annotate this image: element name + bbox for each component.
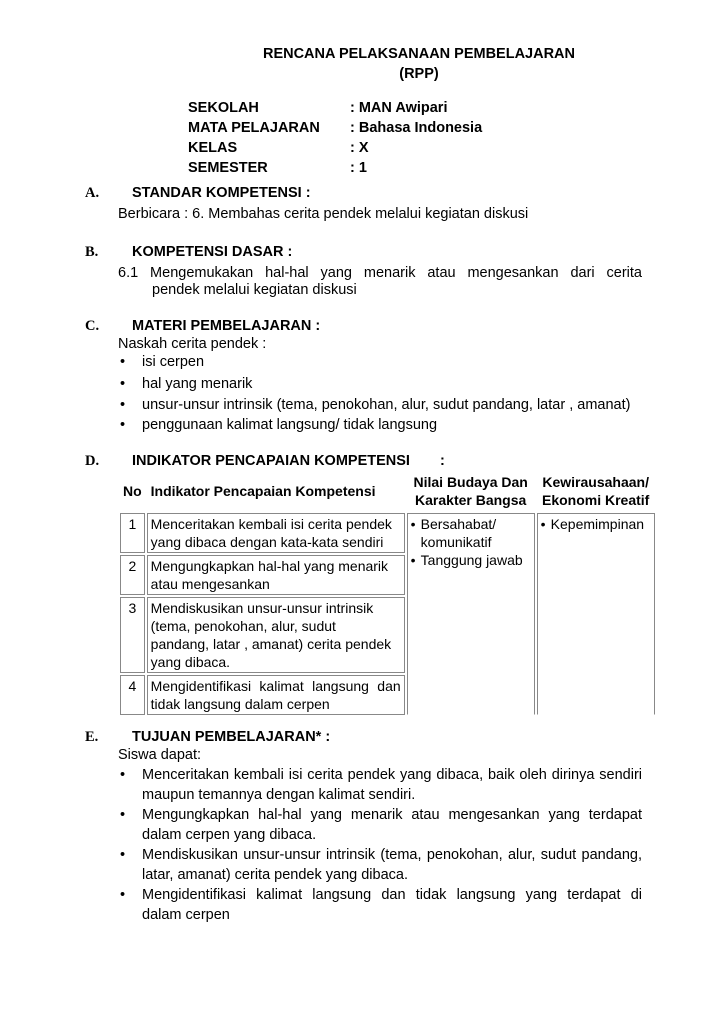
info-value-sekolah: : MAN Awipari [350,100,448,116]
title-line-1: RENCANA PELAKSANAAN PEMBELAJARAN [262,46,576,62]
header-nilai-line-1: Nilai Budaya Dan [413,474,528,490]
header-nilai-line-2: Karakter Bangsa [415,492,527,508]
section-c-heading: MATERI PEMBELAJARAN : [132,318,321,334]
row-3-line-1: Mendiskusikan unsur-unsur intrinsik [150,600,374,616]
info-values [350,98,482,178]
header-nilai [407,471,535,511]
section-e-item-3 [142,845,642,885]
section-b-heading: KOMPETENSI DASAR : [132,244,293,260]
nilai-item-2: • Tanggung jawab [411,551,531,569]
row-3-line-3: pandang, latar , amanat) cerita pendek [150,636,392,652]
section-e-item-4-line-2: dalam cerpen [142,907,230,923]
row-2-line-1: Mengungkapkan hal-hal yang menarik [150,558,389,574]
section-e-item-3-line-1: • Mendiskusikan unsur-unsur intrinsik (tema, penokohan, alur, sudut pandang, [142,847,642,863]
section-c-intro: Naskah cerita pendek : [118,336,267,352]
nilai-cell [407,513,535,715]
header-kew-line-2: Ekonomi Kreatif [541,492,650,508]
header-kew-line-1: Kewirausahaan/ [542,474,649,490]
table-header-row [120,471,655,511]
info-label-semester: SEMESTER [188,160,268,176]
row-1-indikator [147,513,405,553]
section-c-item-2: • hal yang menarik [142,374,252,394]
section-b-line-1: 6.1 Mengemukakan hal-hal yang menarik atau mengesankan dari cerita [118,265,642,281]
row-3-line-2: (tema, penokohan, alur, sudut [150,618,336,634]
section-c-item-4: • penggunaan kalimat langsung/ tidak langsung [142,415,437,435]
section-e-item-2 [142,805,642,845]
info-label-sekolah: SEKOLAH [188,100,259,116]
section-d-colon: : [440,453,445,469]
info-label-kelas: KELAS [188,140,238,156]
section-d-letter: D. [85,453,100,469]
section-c-item-3: • unsur-unsur intrinsik (tema, penokohan, alur, sudut pandang, latar , amanat) [142,395,630,415]
nilai-item-1-line-2: komunikatif [420,534,492,550]
section-e-letter: E. [85,729,99,745]
section-e-intro: Siswa dapat: [118,747,202,763]
section-c-item-1: • isi cerpen [142,352,204,372]
section-e-heading: TUJUAN PEMBELAJARAN* : [132,729,331,745]
kew-item-1: • Kepemimpinan [541,515,651,533]
row-4-indikator [147,675,405,715]
row-3-line-4: yang dibaca. [150,654,231,670]
row-3-indikator [147,597,405,673]
section-e-item-2-line-1: • Mengungkapkan hal-hal yang menarik atau mengesankan yang terdapat [142,807,642,823]
header-indikator: Indikator Pencapaian Kompetensi [147,471,405,511]
header-no: No [120,471,145,511]
section-b-line-2: pendek melalui kegiatan diskusi [152,282,357,298]
kewirausahaan-cell [537,513,655,715]
indicator-table [118,469,657,717]
row-1-line-2: yang dibaca dengan kata-kata sendiri [150,534,384,550]
nilai-item-1-line-1: • Bersahabat/ [420,516,497,532]
nilai-item-1 [411,515,531,551]
row-2-indikator [147,555,405,595]
section-e-item-4-line-1: • Mengidentifikasi kalimat langsung dan tidak langsung yang terdapat di [142,887,642,903]
section-e-item-3-line-2: latar, amanat) cerita pendek yang dibaca. [142,867,408,883]
section-c-letter: C. [85,318,100,334]
row-1-line-1: Menceritakan kembali isi cerita pendek [150,516,392,532]
section-a-heading: STANDAR KOMPETENSI : [132,185,311,201]
section-e-item-1 [142,765,642,805]
info-label-mapel: MATA PELAJARAN [188,120,320,136]
section-e-item-4 [142,885,642,925]
info-value-semester: : 1 [350,160,367,176]
row-4-line-1: Mengidentifikasi kalimat langsung dan [150,678,401,694]
section-d-heading: INDIKATOR PENCAPAIAN KOMPETENSI [132,453,410,469]
section-b-letter: B. [85,244,99,260]
table-row [120,513,655,553]
row-1-no: 1 [120,513,145,553]
section-a-letter: A. [85,185,100,201]
section-e-item-1-line-2: maupun temannya dengan kalimat sendiri. [142,787,416,803]
row-4-line-2: tidak langsung dalam cerpen [150,696,330,712]
info-value-kelas: : X [350,140,369,156]
info-value-mapel: : Bahasa Indonesia [350,120,483,136]
section-a-text: Berbicara : 6. Membahas cerita pendek melalui kegiatan diskusi [118,206,529,222]
info-labels [188,98,320,178]
document-title [0,44,728,84]
header-kewirausahaan [537,471,655,511]
row-2-line-2: atau mengesankan [150,576,270,592]
row-3-no: 3 [120,597,145,673]
title-line-2: (RPP) [399,66,439,82]
section-e-item-1-line-1: • Menceritakan kembali isi cerita pendek yang dibaca, baik oleh dirinya sendiri [142,767,642,783]
section-e-item-2-line-2: dalam cerpen yang dibaca. [142,827,317,843]
row-2-no: 2 [120,555,145,595]
row-4-no: 4 [120,675,145,715]
